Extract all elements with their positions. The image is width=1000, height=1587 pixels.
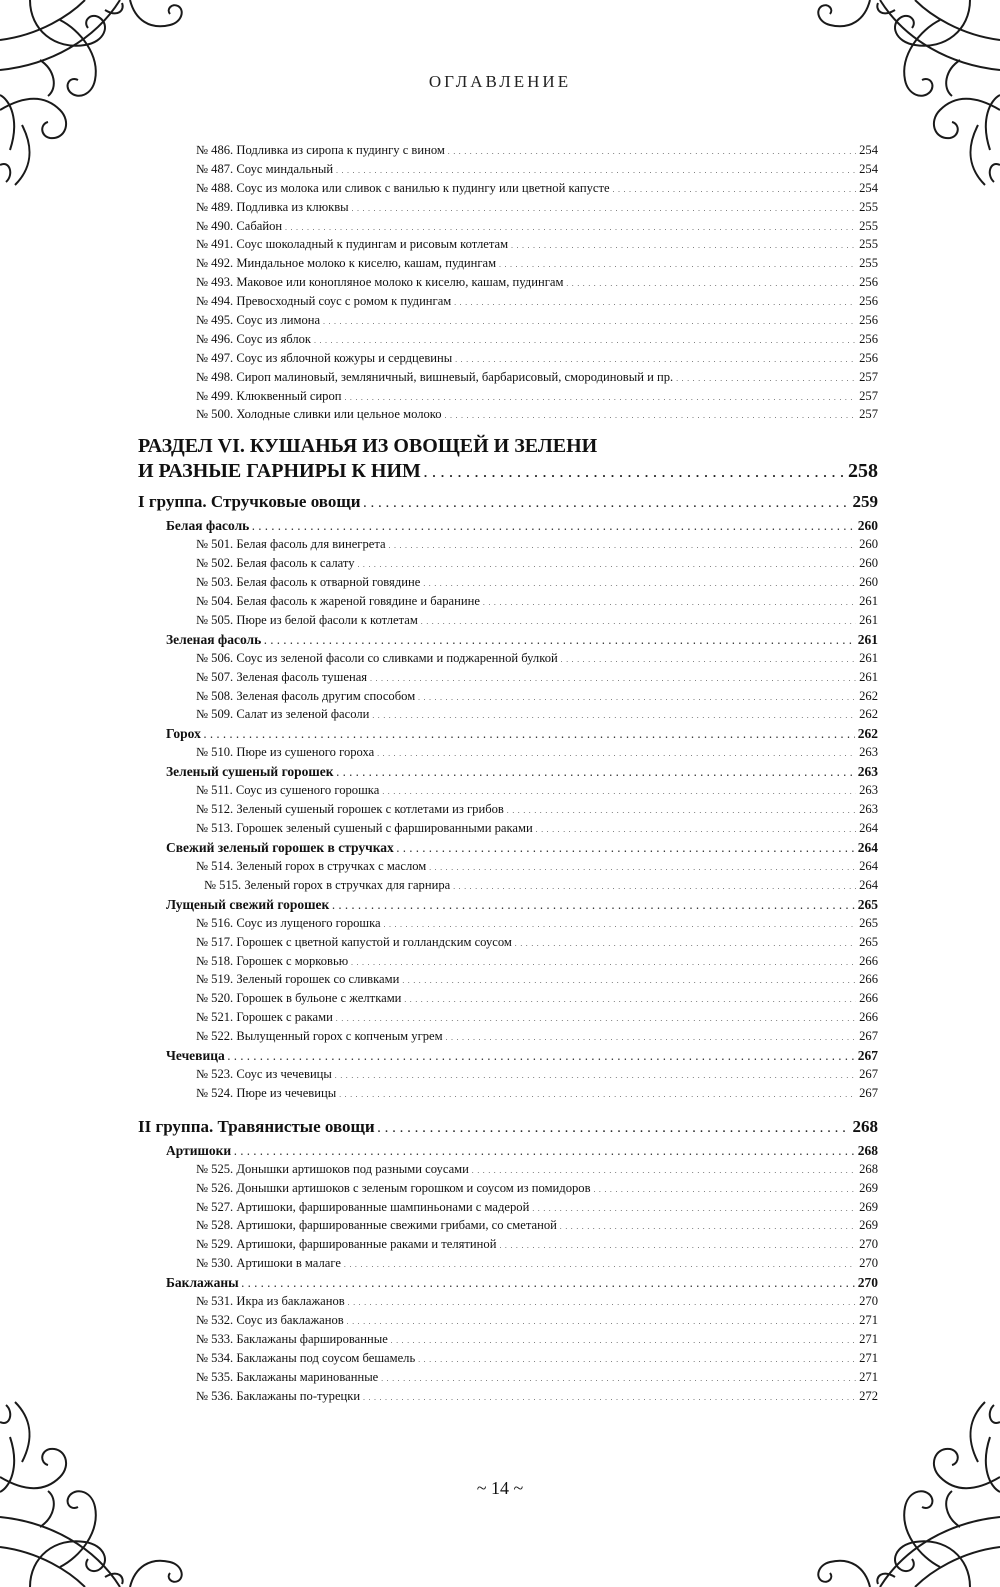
toc-entry-page: 270 bbox=[859, 1237, 878, 1252]
toc-entry[interactable] bbox=[138, 575, 878, 594]
toc-entry-page: 255 bbox=[859, 199, 878, 214]
dot-leader bbox=[566, 280, 856, 288]
toc-entry-page: 261 bbox=[859, 650, 878, 665]
dot-leader bbox=[402, 977, 856, 985]
toc-entry-page: 254 bbox=[859, 180, 878, 195]
dot-leader bbox=[418, 694, 856, 702]
toc-entry[interactable] bbox=[138, 916, 878, 935]
dot-leader bbox=[344, 1261, 856, 1269]
dot-leader bbox=[378, 1123, 850, 1135]
toc-subgroup-heading-label: Белая фасоль bbox=[166, 518, 250, 534]
toc-entry[interactable] bbox=[138, 1313, 878, 1332]
toc-entry-label: № 526. Донышки артишоков с зеленым горошком и соусом из помидоров bbox=[196, 1180, 591, 1195]
toc-entry[interactable] bbox=[138, 1086, 878, 1105]
toc-subgroup-heading[interactable] bbox=[138, 840, 878, 859]
dot-leader bbox=[345, 394, 857, 402]
toc-subgroup-heading-label: Артишоки bbox=[166, 1142, 232, 1158]
dot-leader bbox=[507, 807, 856, 815]
toc-subgroup-heading-page: 267 bbox=[857, 1047, 878, 1063]
toc-entry[interactable] bbox=[138, 613, 878, 632]
toc-entry[interactable] bbox=[138, 991, 878, 1010]
dot-leader bbox=[364, 498, 850, 510]
dot-leader bbox=[561, 656, 856, 664]
toc-entry-label: № 513. Горошек зеленый сушеный с фаршированными раками bbox=[196, 821, 533, 836]
toc-subgroup-heading-label: Баклажаны bbox=[166, 1275, 239, 1291]
toc-entry-page: 263 bbox=[859, 783, 878, 798]
dot-leader bbox=[536, 826, 856, 834]
toc-entry-page: 265 bbox=[859, 934, 878, 949]
dot-leader bbox=[429, 864, 856, 872]
dot-leader bbox=[421, 618, 856, 626]
toc-entry[interactable] bbox=[138, 821, 878, 840]
toc-entry[interactable] bbox=[138, 1389, 878, 1408]
toc-entry-page: 257 bbox=[859, 369, 878, 384]
toc-entry-label: № 498. Сироп малиновый, земляничный, вишневый, барбарисовый, смородиновый и пр. bbox=[196, 369, 674, 384]
toc-entry[interactable] bbox=[138, 256, 878, 275]
toc-entry-page: 271 bbox=[859, 1331, 878, 1346]
toc-group-heading-label: I группа. Стручковые овощи bbox=[138, 492, 361, 512]
group-spacer bbox=[138, 1105, 878, 1115]
toc-entry-page: 257 bbox=[859, 407, 878, 422]
toc-entry-label: № 536. Баклажаны по-турецки bbox=[196, 1388, 361, 1403]
dot-leader bbox=[363, 1394, 856, 1402]
table-of-contents bbox=[138, 143, 878, 1407]
dot-leader bbox=[351, 959, 856, 967]
toc-entry[interactable] bbox=[138, 143, 878, 162]
toc-entry-label: № 517. Горошек с цветной капустой и голландским соусом bbox=[196, 934, 512, 949]
toc-subgroup-heading[interactable] bbox=[138, 1048, 878, 1067]
toc-entry[interactable] bbox=[138, 954, 878, 973]
toc-entry-page: 266 bbox=[859, 953, 878, 968]
dot-leader bbox=[423, 580, 856, 588]
toc-entry[interactable] bbox=[138, 313, 878, 332]
dot-leader bbox=[472, 1167, 856, 1175]
toc-entry-label: № 491. Соус шоколадный к пудингам и рисовым котлетам bbox=[196, 237, 509, 252]
toc-subgroup-heading[interactable] bbox=[138, 897, 878, 916]
toc-entry-label: № 507. Зеленая фасоль тушеная bbox=[196, 669, 368, 684]
toc-entry-page: 261 bbox=[859, 612, 878, 627]
toc-subgroup-heading-label: Зеленый сушеный горошек bbox=[166, 764, 334, 780]
toc-subgroup-heading[interactable] bbox=[138, 632, 878, 651]
toc-entry-label: № 512. Зеленый сушеный горошек с котлетами из грибов bbox=[196, 802, 504, 817]
dot-leader bbox=[448, 148, 856, 156]
toc-entry-label: № 497. Соус из яблочной кожуры и сердцевины bbox=[196, 350, 453, 365]
toc-entry-label: № 510. Пюре из сушеного гороха bbox=[196, 745, 375, 760]
section-title-line-1: РАЗДЕЛ VI. КУШАНЬЯ ИЗ ОВОЩЕЙ И ЗЕЛЕНИ bbox=[138, 435, 598, 458]
dot-leader bbox=[228, 1052, 855, 1062]
toc-entry-label: № 490. Сабайон bbox=[196, 218, 283, 233]
toc-entry-page: 260 bbox=[859, 537, 878, 552]
dot-leader bbox=[348, 1299, 856, 1307]
toc-group-heading-page: 259 bbox=[852, 492, 878, 512]
toc-entry-label: № 493. Маковое или конопляное молоко к киселю, кашам, пудингам bbox=[196, 275, 564, 290]
toc-entry-label: № 531. Икра из баклажанов bbox=[196, 1294, 345, 1309]
dot-leader bbox=[455, 356, 856, 364]
toc-subgroup-heading[interactable] bbox=[138, 1275, 878, 1294]
toc-subgroup-heading-page: 260 bbox=[857, 518, 878, 534]
toc-entry-label: № 506. Соус из зеленой фасоли со сливками и поджаренной булкой bbox=[196, 650, 558, 665]
dot-leader bbox=[499, 1242, 856, 1250]
toc-entry[interactable] bbox=[138, 219, 878, 238]
toc-entry[interactable] bbox=[138, 1294, 878, 1313]
toc-entry[interactable] bbox=[138, 556, 878, 575]
toc-entry-label: № 533. Баклажаны фаршированные bbox=[196, 1331, 388, 1346]
toc-entry[interactable] bbox=[138, 1332, 878, 1351]
entries-before-section bbox=[138, 143, 878, 426]
dot-leader bbox=[404, 996, 856, 1004]
toc-entry-label: № 522. Вылущенный горох с копченым угрем bbox=[196, 1029, 443, 1044]
toc-subgroup-heading-page: 261 bbox=[857, 631, 878, 647]
dot-leader bbox=[454, 299, 856, 307]
toc-entry[interactable] bbox=[138, 537, 878, 556]
toc-entry-label: № 525. Донышки артишоков под разными соусами bbox=[196, 1161, 469, 1176]
dot-leader bbox=[560, 1223, 856, 1231]
toc-entry-page: 272 bbox=[859, 1388, 878, 1403]
dot-leader bbox=[499, 261, 856, 269]
toc-entry-label: № 515. Зеленый горох в стручках для гарнира bbox=[204, 877, 451, 892]
toc-entry-page: 261 bbox=[859, 594, 878, 609]
dot-leader bbox=[511, 242, 856, 250]
dot-leader bbox=[381, 1375, 856, 1383]
toc-subgroup-heading[interactable] bbox=[138, 726, 878, 745]
toc-entry-label: № 534. Баклажаны под соусом бешамель bbox=[196, 1350, 416, 1365]
toc-entry-page: 262 bbox=[859, 707, 878, 722]
dot-leader bbox=[377, 750, 856, 758]
toc-entry[interactable] bbox=[138, 237, 878, 256]
toc-entry-label: № 503. Белая фасоль к отварной говядине bbox=[196, 575, 421, 590]
dot-leader bbox=[397, 844, 855, 854]
toc-subgroup-heading[interactable] bbox=[138, 1143, 878, 1162]
toc-entry-page: 264 bbox=[859, 877, 878, 892]
toc-entry[interactable] bbox=[138, 707, 878, 726]
dot-leader bbox=[391, 1337, 856, 1345]
toc-entry[interactable] bbox=[138, 1218, 878, 1237]
toc-entry-page: 265 bbox=[859, 915, 878, 930]
toc-entry-page: 267 bbox=[859, 1066, 878, 1081]
toc-entry-page: 256 bbox=[859, 331, 878, 346]
toc-entry-page: 263 bbox=[859, 745, 878, 760]
toc-subgroup-heading-page: 264 bbox=[857, 839, 878, 855]
toc-entry[interactable] bbox=[138, 389, 878, 408]
toc-entry[interactable] bbox=[138, 594, 878, 613]
toc-entry-label: № 492. Миндальное молоко к киселю, кашам, пудингам bbox=[196, 256, 497, 271]
dot-leader bbox=[336, 1015, 856, 1023]
toc-subgroup-heading-label: Горох bbox=[166, 726, 201, 742]
toc-entry-label: № 516. Соус из лущеного горошка bbox=[196, 915, 381, 930]
toc-subgroup-heading-label: Чечевица bbox=[166, 1047, 225, 1063]
toc-subgroup-heading-label: Лущеный свежий горошек bbox=[166, 896, 330, 912]
toc-entry-label: № 514. Зеленый горох в стручках с маслом bbox=[196, 858, 427, 873]
toc-entry[interactable] bbox=[138, 802, 878, 821]
toc-entry[interactable] bbox=[138, 1256, 878, 1275]
toc-entry-page: 270 bbox=[859, 1294, 878, 1309]
toc-entry-label: № 489. Подливка из клюквы bbox=[196, 199, 349, 214]
toc-entry-page: 255 bbox=[859, 237, 878, 252]
toc-entry-page: 267 bbox=[859, 1085, 878, 1100]
dot-leader bbox=[613, 186, 857, 194]
toc-entry-page: 264 bbox=[859, 821, 878, 836]
dot-leader bbox=[332, 901, 854, 911]
toc-entry[interactable] bbox=[138, 1162, 878, 1181]
toc-entry-page: 266 bbox=[859, 991, 878, 1006]
toc-subgroup-heading[interactable] bbox=[138, 764, 878, 783]
dot-leader bbox=[424, 465, 845, 481]
toc-entry-label: № 500. Холодные сливки или цельное молоко bbox=[196, 407, 442, 422]
toc-entry[interactable] bbox=[138, 1067, 878, 1086]
dot-leader bbox=[372, 712, 856, 720]
toc-entry-page: 262 bbox=[859, 688, 878, 703]
toc-entry-label: № 524. Пюре из чечевицы bbox=[196, 1085, 337, 1100]
toc-subgroup-heading-page: 268 bbox=[857, 1142, 878, 1158]
dot-leader bbox=[264, 636, 854, 646]
toc-entry-label: № 502. Белая фасоль к салату bbox=[196, 556, 355, 571]
toc-subgroup-heading-page: 263 bbox=[857, 764, 878, 780]
toc-entry[interactable] bbox=[138, 1370, 878, 1389]
toc-entry-label: № 518. Горошек с морковью bbox=[196, 953, 349, 968]
dot-leader bbox=[676, 375, 856, 383]
toc-entry-label: № 505. Пюре из белой фасоли к котлетам bbox=[196, 612, 418, 627]
groups-container bbox=[138, 492, 878, 1407]
dot-leader bbox=[234, 1147, 855, 1157]
toc-entry[interactable] bbox=[138, 1200, 878, 1219]
toc-entry-label: № 496. Соус из яблок bbox=[196, 331, 312, 346]
toc-entry-label: № 529. Артишоки, фаршированные раками и телятиной bbox=[196, 1237, 497, 1252]
toc-entry[interactable] bbox=[138, 1181, 878, 1200]
toc-entry[interactable] bbox=[138, 181, 878, 200]
toc-entry[interactable] bbox=[138, 275, 878, 294]
toc-entry-label: № 486. Подливка из сиропа к пудингу с вином bbox=[196, 143, 445, 157]
toc-entry-page: 254 bbox=[859, 143, 878, 157]
toc-entry-label: № 499. Клюквенный сироп bbox=[196, 388, 342, 403]
toc-entry-page: 269 bbox=[859, 1199, 878, 1214]
dot-leader bbox=[347, 1318, 856, 1326]
toc-entry[interactable] bbox=[138, 294, 878, 313]
toc-entry-label: № 527. Артишоки, фаршированные шампиньонами с мадерой bbox=[196, 1199, 530, 1214]
toc-entry-label: № 494. Превосходный соус с ромом к пудингам bbox=[196, 294, 452, 309]
dot-leader bbox=[339, 1091, 856, 1099]
toc-entry-page: 255 bbox=[859, 218, 878, 233]
toc-entry-label: № 509. Салат из зеленой фасоли bbox=[196, 707, 370, 722]
toc-entry[interactable] bbox=[138, 332, 878, 351]
dot-leader bbox=[204, 730, 855, 740]
dot-leader bbox=[483, 599, 856, 607]
toc-entry-label: № 520. Горошек в бульоне с желтками bbox=[196, 991, 402, 1006]
toc-entry[interactable] bbox=[138, 972, 878, 991]
toc-entry[interactable] bbox=[138, 407, 878, 426]
toc-entry-page: 257 bbox=[859, 388, 878, 403]
toc-entry[interactable] bbox=[138, 1351, 878, 1370]
toc-entry-page: 260 bbox=[859, 575, 878, 590]
toc-entry[interactable] bbox=[138, 162, 878, 181]
toc-entry-page: 255 bbox=[859, 256, 878, 271]
toc-group-heading[interactable] bbox=[138, 492, 878, 518]
toc-entry[interactable] bbox=[138, 1237, 878, 1256]
toc-subgroup-heading-page: 262 bbox=[857, 726, 878, 742]
toc-entry-label: № 519. Зеленый горошек со сливками bbox=[196, 972, 400, 987]
section-heading[interactable] bbox=[138, 432, 878, 488]
dot-leader bbox=[337, 768, 855, 778]
toc-entry-label: № 487. Соус миндальный bbox=[196, 161, 334, 176]
toc-entry[interactable] bbox=[138, 878, 878, 897]
dot-leader bbox=[314, 337, 856, 345]
dot-leader bbox=[252, 522, 854, 532]
toc-entry[interactable] bbox=[138, 783, 878, 802]
toc-entry-page: 256 bbox=[859, 275, 878, 290]
toc-entry[interactable] bbox=[138, 651, 878, 670]
toc-entry-page: 263 bbox=[859, 802, 878, 817]
toc-entry-page: 260 bbox=[859, 556, 878, 571]
dot-leader bbox=[382, 788, 856, 796]
toc-group-heading-page: 268 bbox=[852, 1116, 878, 1136]
toc-entry[interactable] bbox=[138, 689, 878, 708]
toc-group-heading-label: II группа. Травянистые овощи bbox=[138, 1116, 375, 1136]
dot-leader bbox=[384, 921, 856, 929]
toc-entry-page: 254 bbox=[859, 161, 878, 176]
toc-group-heading[interactable] bbox=[138, 1117, 878, 1143]
toc-entry-page: 271 bbox=[859, 1369, 878, 1384]
toc-entry-page: 269 bbox=[859, 1180, 878, 1195]
page-number: ~ 14 ~ bbox=[476, 1478, 524, 1498]
toc-entry-page: 270 bbox=[859, 1256, 878, 1271]
dot-leader bbox=[532, 1205, 856, 1213]
toc-entry-page: 266 bbox=[859, 1010, 878, 1025]
dot-leader bbox=[336, 167, 856, 175]
dot-leader bbox=[335, 1072, 856, 1080]
toc-entry[interactable] bbox=[138, 745, 878, 764]
toc-entry-label: № 488. Соус из молока или сливок с ванилью к пудингу или цветной капусте bbox=[196, 180, 610, 195]
toc-entry-page: 256 bbox=[859, 294, 878, 309]
toc-entry-page: 264 bbox=[859, 858, 878, 873]
section-page-number: 258 bbox=[848, 460, 878, 483]
toc-entry-label: № 511. Соус из сушеного горошка bbox=[196, 783, 380, 798]
toc-entry[interactable] bbox=[138, 859, 878, 878]
toc-entry[interactable] bbox=[138, 200, 878, 219]
toc-entry-label: № 521. Горошек с раками bbox=[196, 1010, 333, 1025]
toc-entry-page: 256 bbox=[859, 313, 878, 328]
toc-entry-page: 271 bbox=[859, 1312, 878, 1327]
toc-subgroup-heading[interactable] bbox=[138, 518, 878, 537]
toc-entry-label: № 532. Соус из баклажанов bbox=[196, 1312, 344, 1327]
dot-leader bbox=[242, 1279, 855, 1289]
dot-leader bbox=[445, 412, 857, 420]
toc-entry-label: № 523. Соус из чечевицы bbox=[196, 1066, 332, 1081]
dot-leader bbox=[285, 224, 856, 232]
toc-entry[interactable] bbox=[138, 351, 878, 370]
dot-leader bbox=[323, 318, 856, 326]
toc-subgroup-heading-page: 265 bbox=[857, 896, 878, 912]
toc-entry-page: 266 bbox=[859, 972, 878, 987]
toc-entry-page: 268 bbox=[859, 1161, 878, 1176]
dot-leader bbox=[453, 883, 856, 891]
toc-entry[interactable] bbox=[138, 1010, 878, 1029]
toc-entry[interactable] bbox=[138, 670, 878, 689]
toc-entry-page: 267 bbox=[859, 1029, 878, 1044]
dot-leader bbox=[418, 1356, 856, 1364]
toc-entry[interactable] bbox=[138, 370, 878, 389]
toc-entry-label: № 530. Артишоки в малаге bbox=[196, 1256, 341, 1271]
toc-entry-label: № 504. Белая фасоль к жареной говядине и баранине bbox=[196, 594, 480, 609]
toc-entry-page: 271 bbox=[859, 1350, 878, 1365]
toc-subgroup-heading-label: Зеленая фасоль bbox=[166, 631, 262, 647]
dot-leader bbox=[446, 1034, 857, 1042]
dot-leader bbox=[370, 675, 856, 683]
dot-leader bbox=[352, 205, 856, 213]
toc-subgroup-heading-page: 270 bbox=[857, 1275, 878, 1291]
section-title-line-2: И РАЗНЫЕ ГАРНИРЫ К НИМ bbox=[138, 460, 421, 483]
toc-entry-page: 256 bbox=[859, 350, 878, 365]
toc-entry[interactable] bbox=[138, 935, 878, 954]
dot-leader bbox=[594, 1186, 857, 1194]
dot-leader bbox=[389, 542, 857, 550]
toc-entry-page: 269 bbox=[859, 1218, 878, 1233]
toc-entry-label: № 528. Артишоки, фаршированные свежими грибами, со сметаной bbox=[196, 1218, 557, 1233]
toc-entry-label: № 501. Белая фасоль для винегрета bbox=[196, 537, 386, 552]
toc-entry-page: 261 bbox=[859, 669, 878, 684]
dot-leader bbox=[358, 561, 857, 569]
toc-entry[interactable] bbox=[138, 1029, 878, 1048]
toc-entry-label: № 508. Зеленая фасоль другим способом bbox=[196, 688, 416, 703]
dot-leader bbox=[515, 940, 856, 948]
running-title: ОГЛАВЛЕНИЕ bbox=[428, 72, 572, 91]
toc-entry-label: № 535. Баклажаны маринованные bbox=[196, 1369, 379, 1384]
toc-entry-label: № 495. Соус из лимона bbox=[196, 313, 321, 328]
toc-subgroup-heading-label: Свежий зеленый горошек в стручках bbox=[166, 839, 394, 855]
